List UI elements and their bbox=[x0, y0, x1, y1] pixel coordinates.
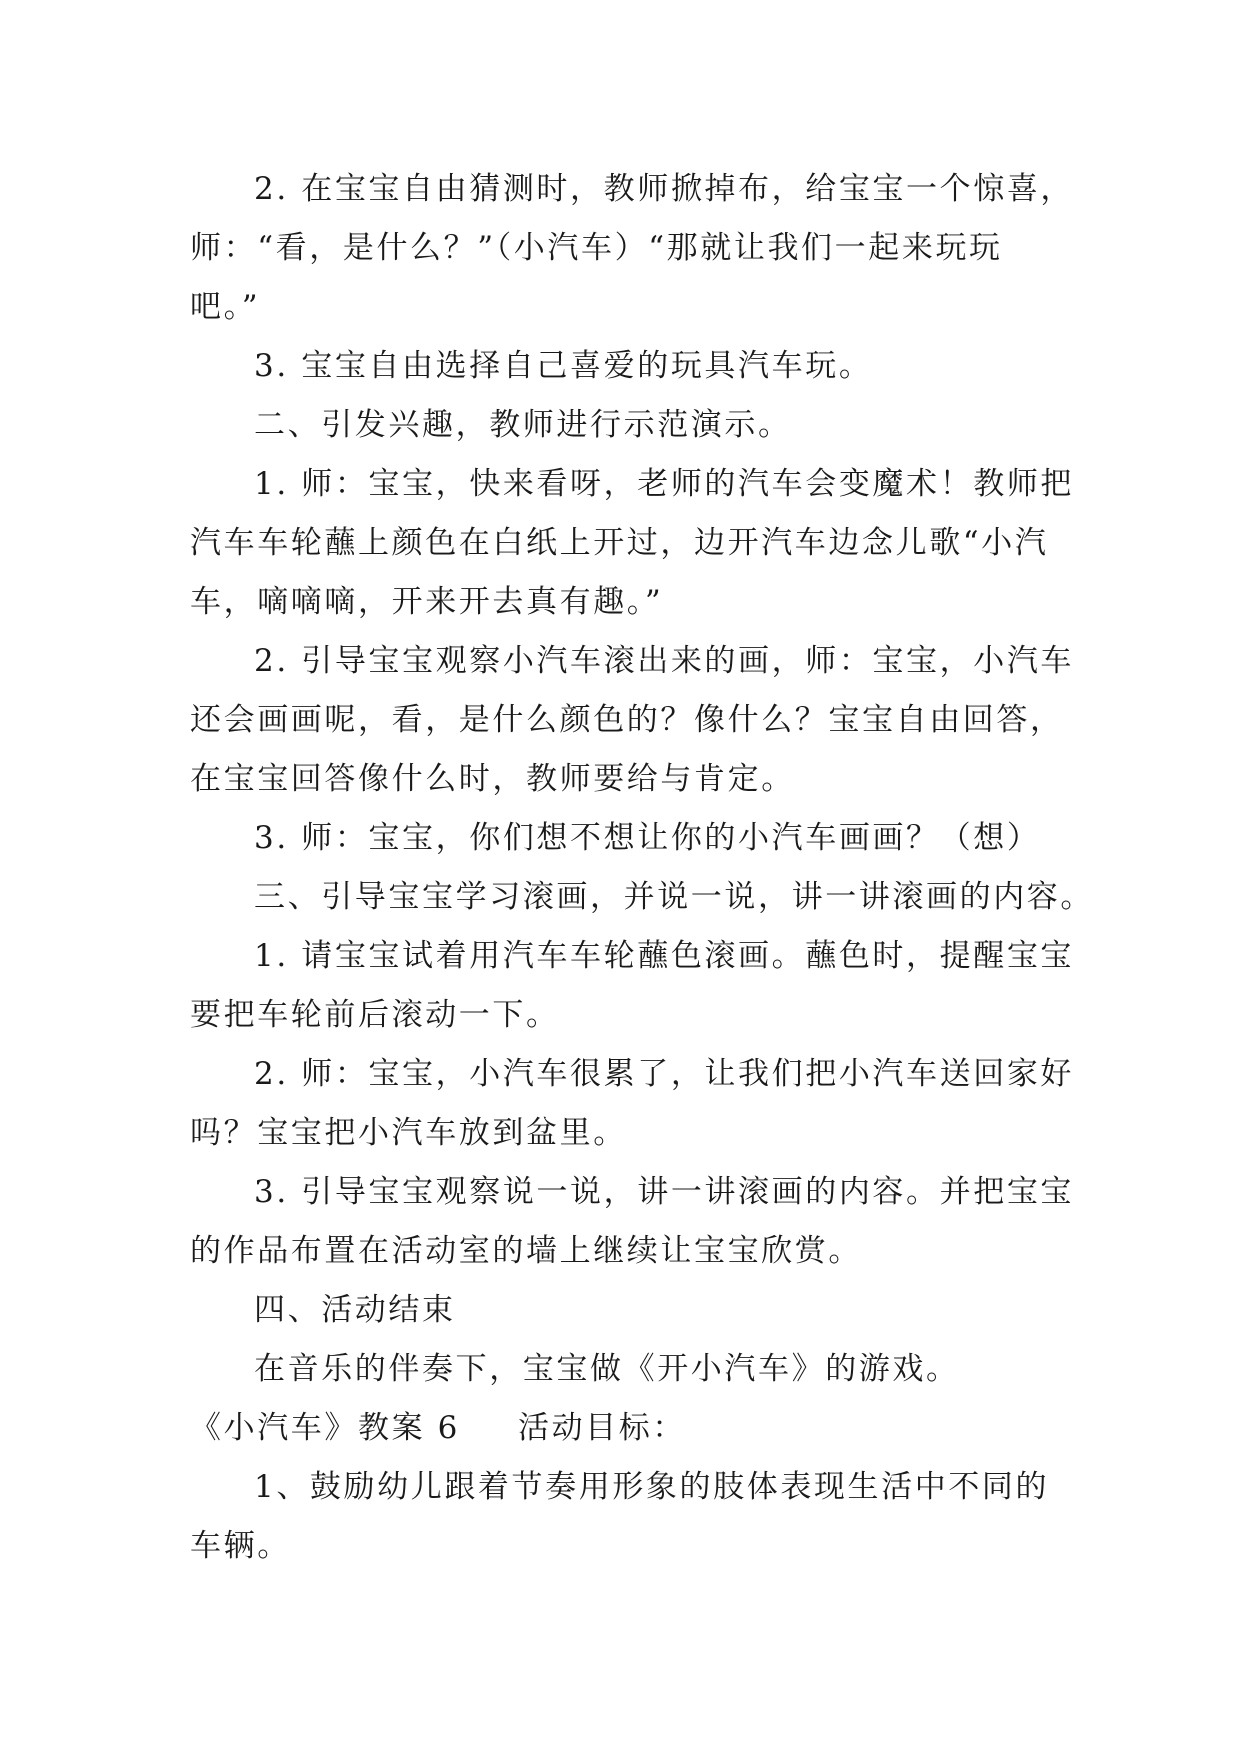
lesson-plan-title: 《小汽车》教案 6 bbox=[190, 1410, 460, 1446]
paragraph-line: 吧。” bbox=[190, 289, 261, 325]
paragraph-line: 还会画画呢，看，是什么颜色的？像什么？宝宝自由回答， bbox=[190, 702, 1064, 738]
paragraph-line: 要把车轮前后滚动一下。 bbox=[190, 997, 560, 1033]
paragraph-line: 在宝宝回答像什么时，教师要给与肯定。 bbox=[190, 761, 795, 797]
paragraph-line: 1. 师：宝宝，快来看呀，老师的汽车会变魔术！教师把 bbox=[254, 466, 1075, 502]
paragraph-line: 在音乐的伴奏下，宝宝做《开小汽车》的游戏。 bbox=[254, 1351, 960, 1387]
section-heading: 四、活动结束 bbox=[254, 1292, 456, 1328]
paragraph-line: 2. 在宝宝自由猜测时，教师掀掉布，给宝宝一个惊喜， bbox=[254, 171, 1075, 207]
paragraph-line: 2. 师：宝宝，小汽车很累了，让我们把小汽车送回家好 bbox=[254, 1056, 1075, 1092]
paragraph-line: 师：“看，是什么？”（小汽车）“那就让我们一起来玩玩 bbox=[190, 230, 1003, 266]
document-body bbox=[190, 160, 1094, 1576]
paragraph-line: 车，嘀嘀嘀，开来开去真有趣。” bbox=[190, 584, 664, 620]
paragraph-line: 3. 引导宝宝观察说一说，讲一讲滚画的内容。并把宝宝 bbox=[254, 1174, 1075, 1210]
paragraph-line: 3. 宝宝自由选择自己喜爱的玩具汽车玩。 bbox=[254, 348, 873, 384]
paragraph-line: 的作品布置在活动室的墙上继续让宝宝欣赏。 bbox=[190, 1233, 862, 1269]
paragraph-line: 3. 师：宝宝，你们想不想让你的小汽车画画？（想） bbox=[254, 820, 1041, 856]
section-heading: 二、引发兴趣，教师进行示范演示。 bbox=[254, 407, 792, 443]
paragraph-line: 1、鼓励幼儿跟着节奏用形象的肢体表现生活中不同的 bbox=[254, 1469, 1050, 1505]
lesson-plan-subtitle: 活动目标： bbox=[517, 1410, 686, 1446]
paragraph-line: 2. 引导宝宝观察小汽车滚出来的画，师：宝宝，小汽车 bbox=[254, 643, 1075, 679]
section-heading: 三、引导宝宝学习滚画，并说一说，讲一讲滚画的内容。 bbox=[254, 879, 1094, 915]
paragraph-line: 车辆。 bbox=[190, 1528, 291, 1564]
paragraph-line: 1. 请宝宝试着用汽车车轮蘸色滚画。蘸色时，提醒宝宝 bbox=[254, 938, 1075, 974]
paragraph-line: 汽车车轮蘸上颜色在白纸上开过，边开汽车边念儿歌“小汽 bbox=[190, 525, 1049, 561]
paragraph-line: 吗？宝宝把小汽车放到盆里。 bbox=[190, 1115, 627, 1151]
lesson-plan-heading bbox=[190, 1399, 1050, 1458]
